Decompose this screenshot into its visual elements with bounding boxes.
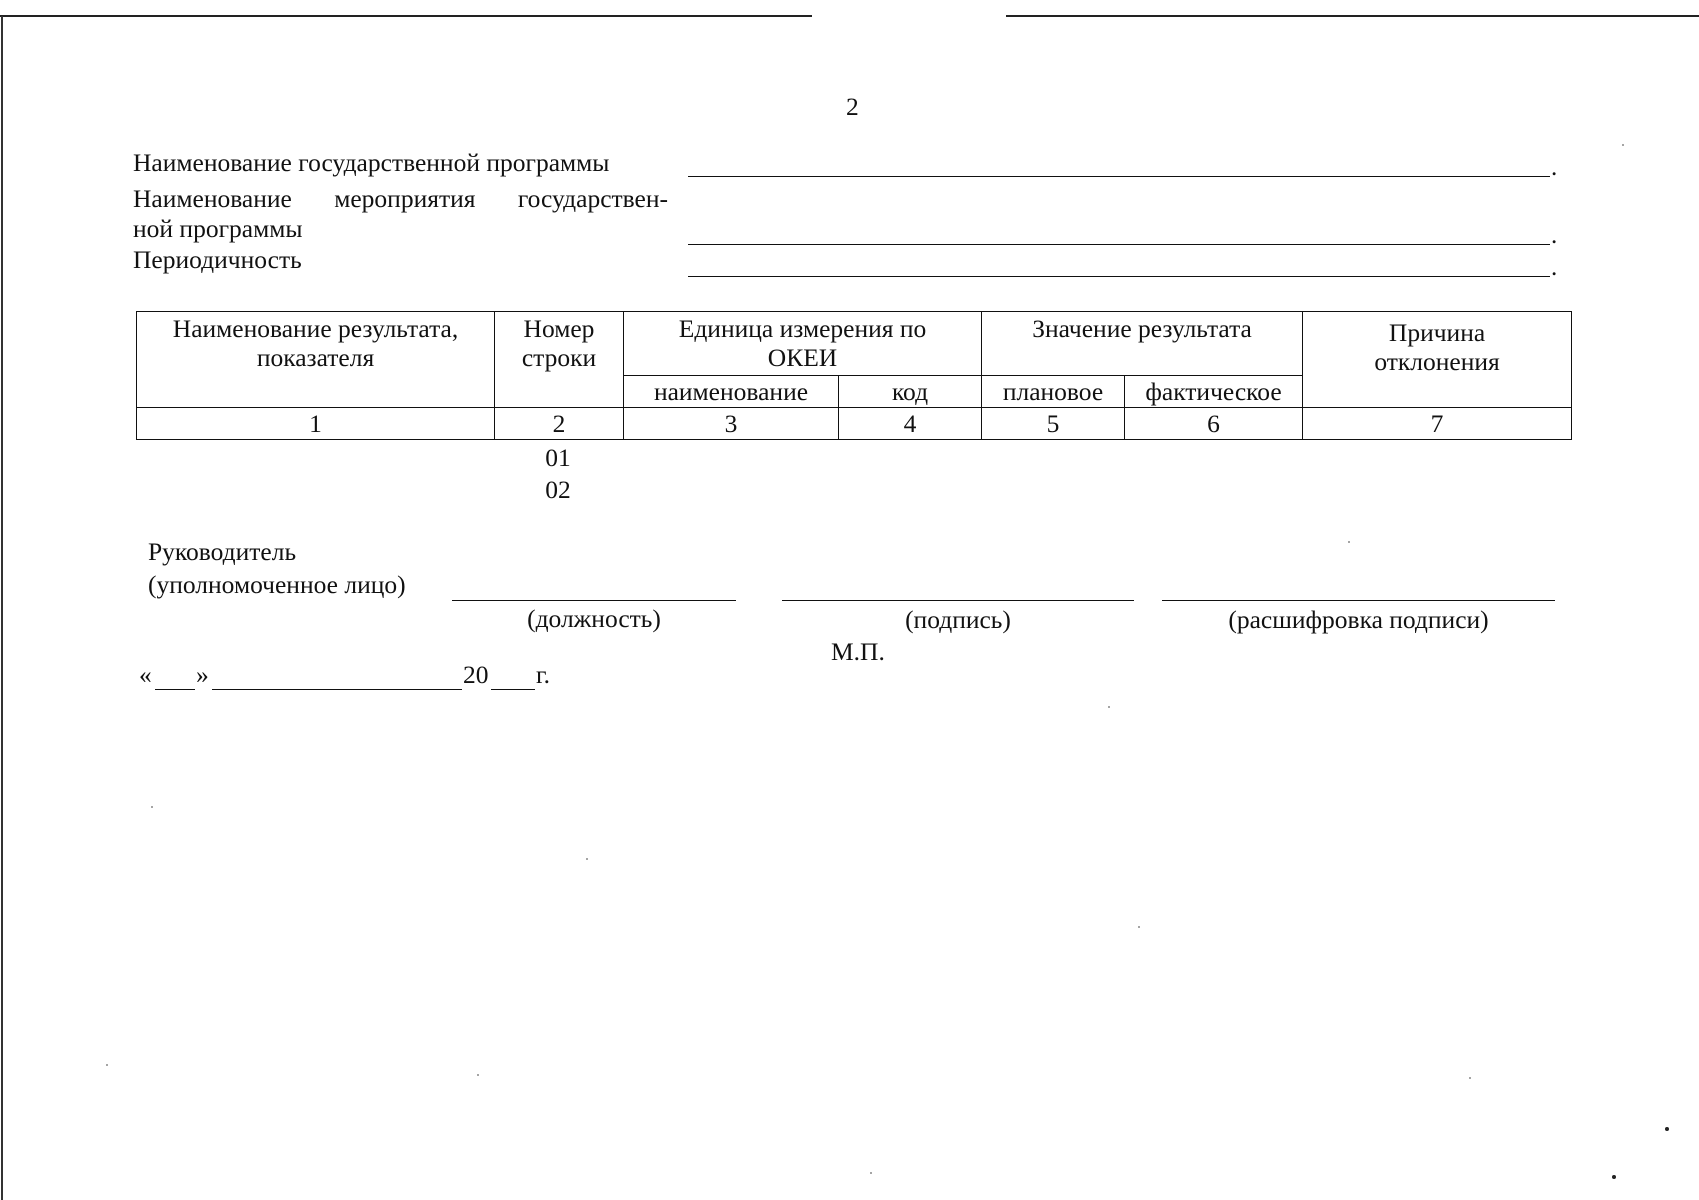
header-value-group: Значение результата [982,312,1303,376]
scan-speck [586,858,588,860]
scan-speck [1612,1175,1616,1179]
row-number-02: 02 [545,475,571,504]
scan-speck [151,806,153,808]
event-name-field[interactable] [688,244,1550,245]
column-number-6: 6 [1125,408,1303,440]
date-year-prefix: 20 [463,660,489,689]
scan-speck [1469,1077,1471,1079]
event-name-dot: . [1551,222,1558,249]
scan-border-top-left [0,15,812,17]
date-close-quote: » [196,660,209,689]
header-reason-line2: отклонения [1374,347,1500,376]
scan-speck [1138,926,1140,928]
header-result-name: Наименование результата, показателя [137,312,495,408]
scan-speck [1348,541,1350,543]
date-month-field[interactable] [212,689,462,690]
decoding-caption: (расшифровка подписи) [1228,605,1489,634]
scan-speck [477,1074,479,1076]
column-number-2: 2 [495,408,624,440]
event-name-label-line2: ной программы [133,214,303,243]
scan-speck [870,1172,872,1174]
date-day-field[interactable] [155,689,195,690]
header-unit-group: Единица измерения по ОКЕИ [624,312,982,376]
header-reason-line1: Причина [1388,318,1486,347]
column-number-7: 7 [1303,408,1572,440]
program-name-dot: . [1551,154,1558,181]
signature-decoding-field[interactable] [1162,600,1555,601]
scan-border-top-right [1006,15,1699,17]
date-year-suffix: г. [536,660,550,689]
results-table [136,311,1572,440]
periodicity-dot: . [1551,254,1558,281]
date-open-quote: « [139,660,152,689]
header-unit-code: код [839,376,982,408]
header-row-number-line2: строки [521,343,597,372]
periodicity-label: Периодичность [133,245,302,274]
column-number-4: 4 [839,408,982,440]
position-caption: (должность) [527,604,661,633]
date-year-field[interactable] [491,689,535,690]
header-unit-name: наименование [624,376,839,408]
seal-place: М.П. [831,637,885,666]
periodicity-field[interactable] [688,276,1550,277]
page-number: 2 [846,92,859,121]
event-name-label-line1: Наименование мероприятия государствен- [133,184,668,213]
program-name-field[interactable] [688,176,1550,177]
scan-speck [1108,706,1110,708]
signatory-role-line2: (уполномоченное лицо) [148,570,406,599]
program-name-label: Наименование государственной программы [133,148,610,177]
header-value-planned: плановое [982,376,1125,408]
header-deviation-reason [1303,312,1572,408]
column-number-1: 1 [137,408,495,440]
signature-field[interactable] [782,600,1134,601]
header-row-number-line1: Номер [523,314,595,343]
scan-border-left [1,16,3,1200]
row-number-01: 01 [545,443,571,472]
column-number-3: 3 [624,408,839,440]
column-number-5: 5 [982,408,1125,440]
header-value-actual: фактическое [1125,376,1303,408]
scan-speck [1622,144,1624,146]
scan-speck [106,1064,108,1066]
signature-caption: (подпись) [905,605,1011,634]
position-field[interactable] [452,600,736,601]
scan-speck [1665,1127,1669,1131]
signatory-role-line1: Руководитель [148,537,297,566]
header-row-number [495,312,624,408]
